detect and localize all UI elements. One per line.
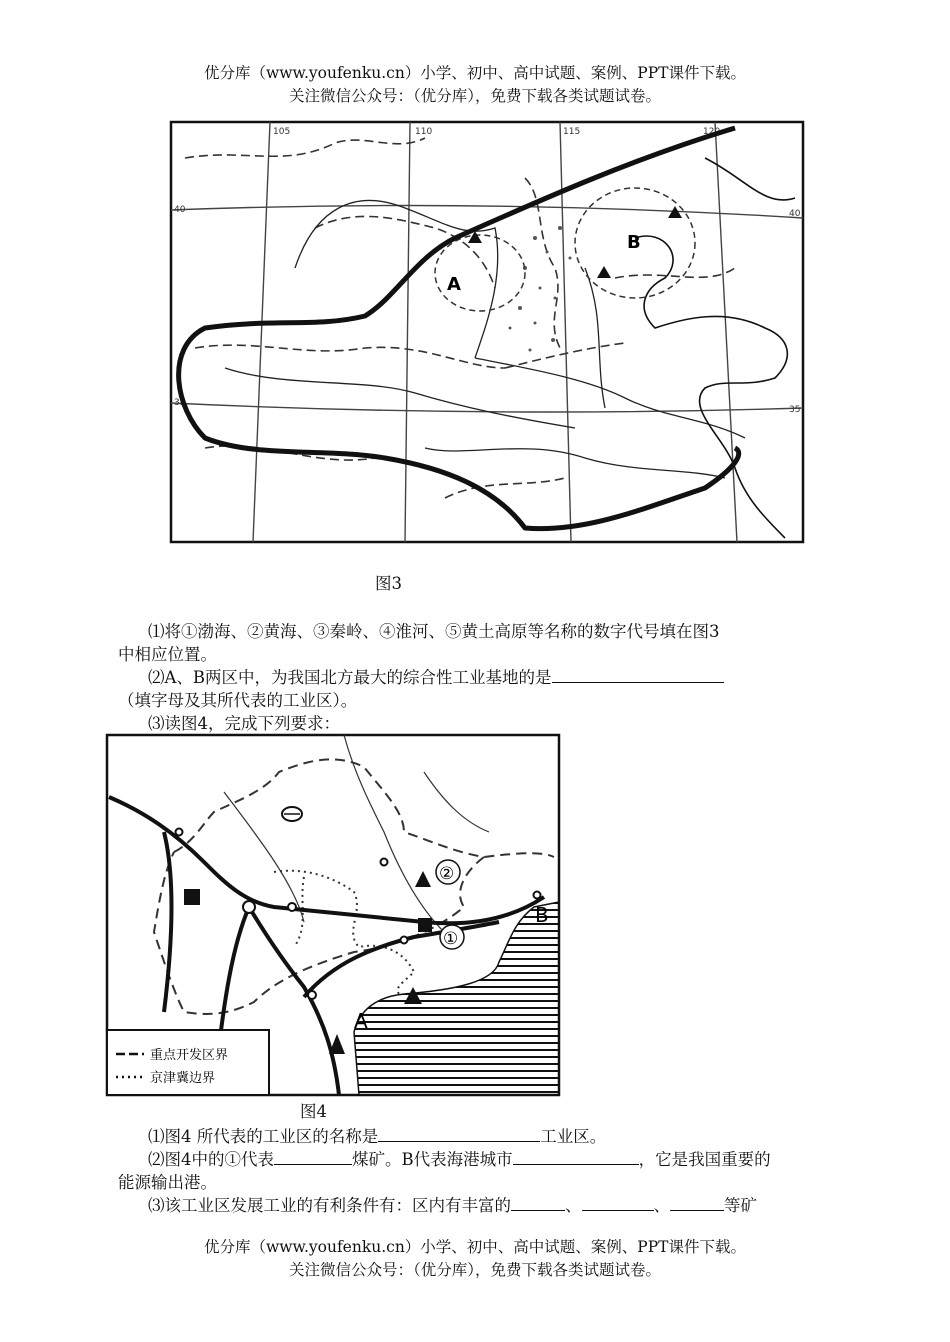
region-b-label: B xyxy=(627,232,641,253)
separator: 、 xyxy=(653,1196,670,1215)
black-square-icon xyxy=(184,889,200,905)
answer-blank-s1[interactable] xyxy=(378,1125,540,1142)
city-a-label: A xyxy=(354,1009,368,1033)
lat-label: 35 xyxy=(174,398,186,408)
answer-blank-s3a[interactable] xyxy=(511,1194,565,1211)
subquestion-3 xyxy=(148,1194,757,1218)
footer-line-2: 关注微信公众号：（优分库），免费下载各类试题试卷。 xyxy=(288,1261,661,1279)
subquestion-3-suffix: 等矿 xyxy=(724,1196,757,1215)
lon-label: 120 xyxy=(703,127,721,137)
answer-blank-q2[interactable] xyxy=(552,666,724,683)
subquestion-2 xyxy=(148,1148,771,1172)
question-2-line-1 xyxy=(148,666,724,690)
figure-3-map xyxy=(165,118,807,546)
header-line-2: 关注微信公众号：（优分库），免费下载各类试题试卷。 xyxy=(288,87,661,105)
header-line-1: 优分库（www.youfenku.cn）小学、初中、高中试题、案例、PPT课件下载。 xyxy=(203,64,747,82)
answer-blank-s3c[interactable] xyxy=(670,1194,724,1211)
lon-label: 115 xyxy=(563,127,581,137)
marker-1-label: ① xyxy=(443,929,459,949)
answer-blank-s3b[interactable] xyxy=(582,1194,654,1211)
figure-4-caption: 图4 xyxy=(300,1102,327,1121)
answer-blank-s2b[interactable] xyxy=(513,1148,639,1165)
lat-label: 40 xyxy=(789,209,801,219)
black-square-icon xyxy=(418,918,432,932)
subquestion-2-mid: 煤矿。B代表海港城市 xyxy=(352,1150,513,1169)
question-2-line-2: （填字母及其所代表的工业区）。 xyxy=(118,691,358,710)
subquestion-1-text: ⑴图4 所代表的工业区的名称是 xyxy=(148,1127,379,1146)
city-b-label: B xyxy=(535,903,549,927)
subquestion-1 xyxy=(148,1125,606,1149)
question-1-line-2: 中相应位置。 xyxy=(118,645,217,664)
map3-frame xyxy=(171,122,803,542)
subquestion-2-text: ⑵图4中的①代表 xyxy=(148,1150,274,1169)
subquestion-2-suffix: ，它是我国重要的 xyxy=(638,1150,771,1169)
answer-blank-s2a[interactable] xyxy=(274,1148,352,1165)
subquestion-2-line-2: 能源输出港。 xyxy=(118,1173,217,1192)
legend-jingjinji-border: 京津冀边界 xyxy=(150,1071,216,1086)
figure-3-caption: 图3 xyxy=(375,574,402,593)
legend-development-zone: 重点开发区界 xyxy=(150,1048,229,1063)
subquestion-1-suffix: 工业区。 xyxy=(540,1127,607,1146)
figure-4-map xyxy=(104,732,562,1098)
question-2-text: ⑵A、B两区中，为我国北方最大的综合性工业基地的是 xyxy=(148,668,552,687)
subquestion-3-text: ⑶该工业区发展工业的有利条件有：区内有丰富的 xyxy=(148,1196,511,1215)
question-3: ⑶读图4，完成下列要求： xyxy=(148,714,340,733)
lon-label: 110 xyxy=(415,127,433,137)
lat-label: 40 xyxy=(174,205,186,215)
separator: 、 xyxy=(565,1196,582,1215)
lat-label: 35 xyxy=(789,405,801,415)
question-1-line-1: ⑴将①渤海、②黄海、③秦岭、④淮河、⑤黄土高原等名称的数字代号填在图3 xyxy=(148,622,720,641)
lon-label: 105 xyxy=(273,127,291,137)
marker-2-label: ② xyxy=(439,864,455,884)
region-a-label: A xyxy=(447,274,461,295)
footer-line-1: 优分库（www.youfenku.cn）小学、初中、高中试题、案例、PPT课件下载。 xyxy=(203,1238,747,1256)
